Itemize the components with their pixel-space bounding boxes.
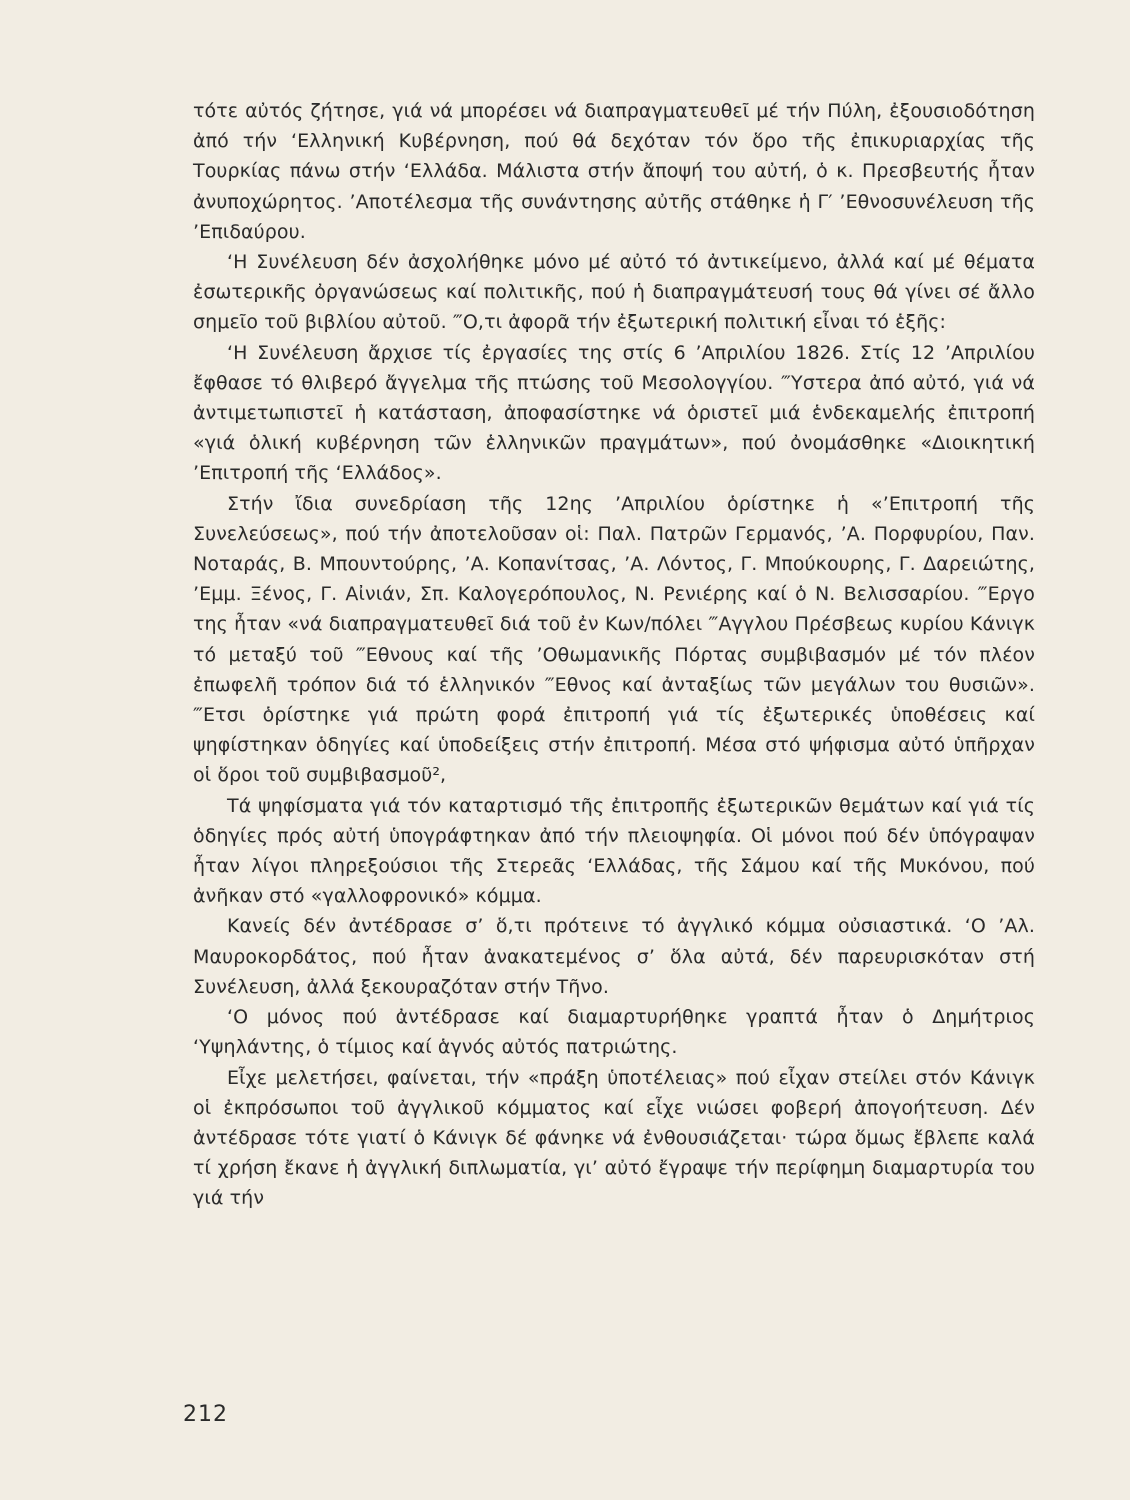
paragraph-8: Εἶχε μελετήσει, φαίνεται, τήν «πράξη ὑποτέλειας» πού εἶχαν στείλει στόν Κάνιγκ οἱ ἐκπρόσωποι τοῦ ἀγγλικοῦ κόμματος καί εἶχε νιώσει φοβερή ἀπογοήτευση. Δέν ἀντέδρασε τότε γιατί ὁ Κάνιγκ δέ φάνηκε νά ἐνθουσιάζεται· τώρα ὅμως ἔβλεπε καλά τί χρήση ἔκανε ἡ ἀγγλική διπλωματία, γι’ αὐτό ἔγραψε τήν περίφημη διαμαρτυρία του γιά τήν (193, 1066, 1035, 1210)
paragraph-5: Τά ψηφίσματα γιά τόν καταρτισμό τῆς ἐπιτροπῆς ἐξωτερικῶν θεμάτων καί γιά τίς ὁδηγίες πρός αὐτή ὑπογράφτηκαν ἀπό τήν πλειοψηφία. Οἱ μόνοι πού δέν ὑπόγραψαν ἦταν λίγοι πληρεξούσιοι τῆς Στερεᾶς ‘Ελλάδας, τῆς Σάμου καί τῆς Μυκόνου, πού ἀνῆκαν στό «γαλλοφρονικό» κόμμα. (193, 794, 1035, 908)
body-text (193, 96, 1035, 1214)
paragraph-1: τότε αὐτός ζήτησε, γιά νά μπορέσει νά διαπραγματευθεῖ μέ τήν Πύλη, ἐξουσιοδότηση ἀπό τήν ‘Ελληνική Κυβέρνηση, πού θά δεχόταν τόν ὅρο τῆς ἐπικυριαρχίας τῆς Τουρκίας πάνω στήν ‘Ελλάδα. Μάλιστα στήν ἄποψή του αὐτή, ὁ κ. Πρεσβευτής ἦταν ἀνυποχώρητος. ’Αποτέλεσμα τῆς συνάντησης αὐτῆς στάθηκε ἡ Γ′ ’Εθνοσυνέλευση τῆς ’Επιδαύρου. (193, 100, 1035, 243)
paragraph-4: Στήν ἴδια συνεδρίαση τῆς 12ης ’Απριλίου ὁρίστηκε ἡ «’Επιτροπή τῆς Συνελεύσεως», πού τήν ἀποτελοῦσαν οἱ: Παλ. Πατρῶν Γερμανός, ’Α. Πορφυρίου, Παν. Νοταράς, Β. Μπουντούρης, ’Α. Κοπανίτσας, ’Α. Λόντος, Γ. Μπούκουρης, Γ. Δαρειώτης, ’Εμμ. Ξένος, Γ. Αἰνιάν, Σπ. Καλογερόπουλος, Ν. Ρενιέρης καί ὁ Ν. Βελισσαρίου. ‴Εργο της ἦταν «νά διαπραγματευθεῖ διά τοῦ ἐν Κων/πόλει ‴Αγγλου Πρέσβεως κυρίου Κάνιγκ τό μεταξύ τοῦ ‴Εθνους καί τῆς ’Οθωμανικῆς Πόρτας συμβιβασμόν μέ τόν πλέον ἐπωφελῆ τρόπον διά τό ἑλληνικόν ‴Εθνος καί ἀνταξίως τῶν μεγάλων του θυσιῶν». ‴Ετσι ὁρίστηκε γιά πρώτη φορά ἐπιτροπή γιά τίς ἐξωτερικές ὑποθέσεις καί ψηφίστηκαν ὁδηγίες καί ὑποδείξεις στήν ἐπιτροπή. Μέσα στό ψήφισμα αὐτό ὑπῆρχαν οἱ ὅροι τοῦ συμβιβασμοῦ², (193, 492, 1035, 787)
paragraph-7: ‘Ο μόνος πού ἀντέδρασε καί διαμαρτυρήθηκε γραπτά ἦταν ὁ Δημήτριος ‘Υψηλάντης, ὁ τίμιος καί ἁγνός αὐτός πατριώτης. (193, 1006, 1035, 1059)
paragraph-2: ‘Η Συνέλευση δέν ἀσχολήθηκε μόνο μέ αὐτό τό ἀντικείμενο, ἀλλά καί μέ θέματα ἐσωτερικῆς ὀργανώσεως καί πολιτικῆς, πού ἡ διαπραγμάτευσή τους θά γίνει σέ ἄλλο σημεῖο τοῦ βιβλίου αὐτοῦ. ‴Ο,τι ἀφορᾶ τήν ἐξωτερική πολιτική εἶναι τό ἑξῆς: (193, 251, 1035, 334)
page-number: 212 (183, 1402, 228, 1427)
paragraph-6: Κανείς δέν ἀντέδρασε σ’ ὅ,τι πρότεινε τό ἀγγλικό κόμμα οὐσιαστικά. ‘Ο ’Αλ. Μαυροκορδάτος, πού ἦταν ἀνακατεμένος σ’ ὅλα αὐτά, δέν παρευρισκόταν στή Συνέλευση, ἀλλά ξεκουραζόταν στήν Τῆνο. (193, 915, 1035, 998)
paragraph-3: ‘Η Συνέλευση ἄρχισε τίς ἐργασίες της στίς 6 ’Απριλίου 1826. Στίς 12 ’Απριλίου ἔφθασε τό θλιβερό ἄγγελμα τῆς πτώσης τοῦ Μεσολογγίου. ‴Υστερα ἀπό αὐτό, γιά νά ἀντιμετωπιστεῖ ἡ κατάσταση, ἀποφασίστηκε νά ὁριστεῖ μιά ἑνδεκαμελής ἐπιτροπή «γιά ὁλική κυβέρνηση τῶν ἑλληνικῶν πραγμάτων», πού ὀνομάσθηκε «Διοικητική ’Επιτροπή τῆς ‘Ελλάδος». (193, 341, 1035, 485)
